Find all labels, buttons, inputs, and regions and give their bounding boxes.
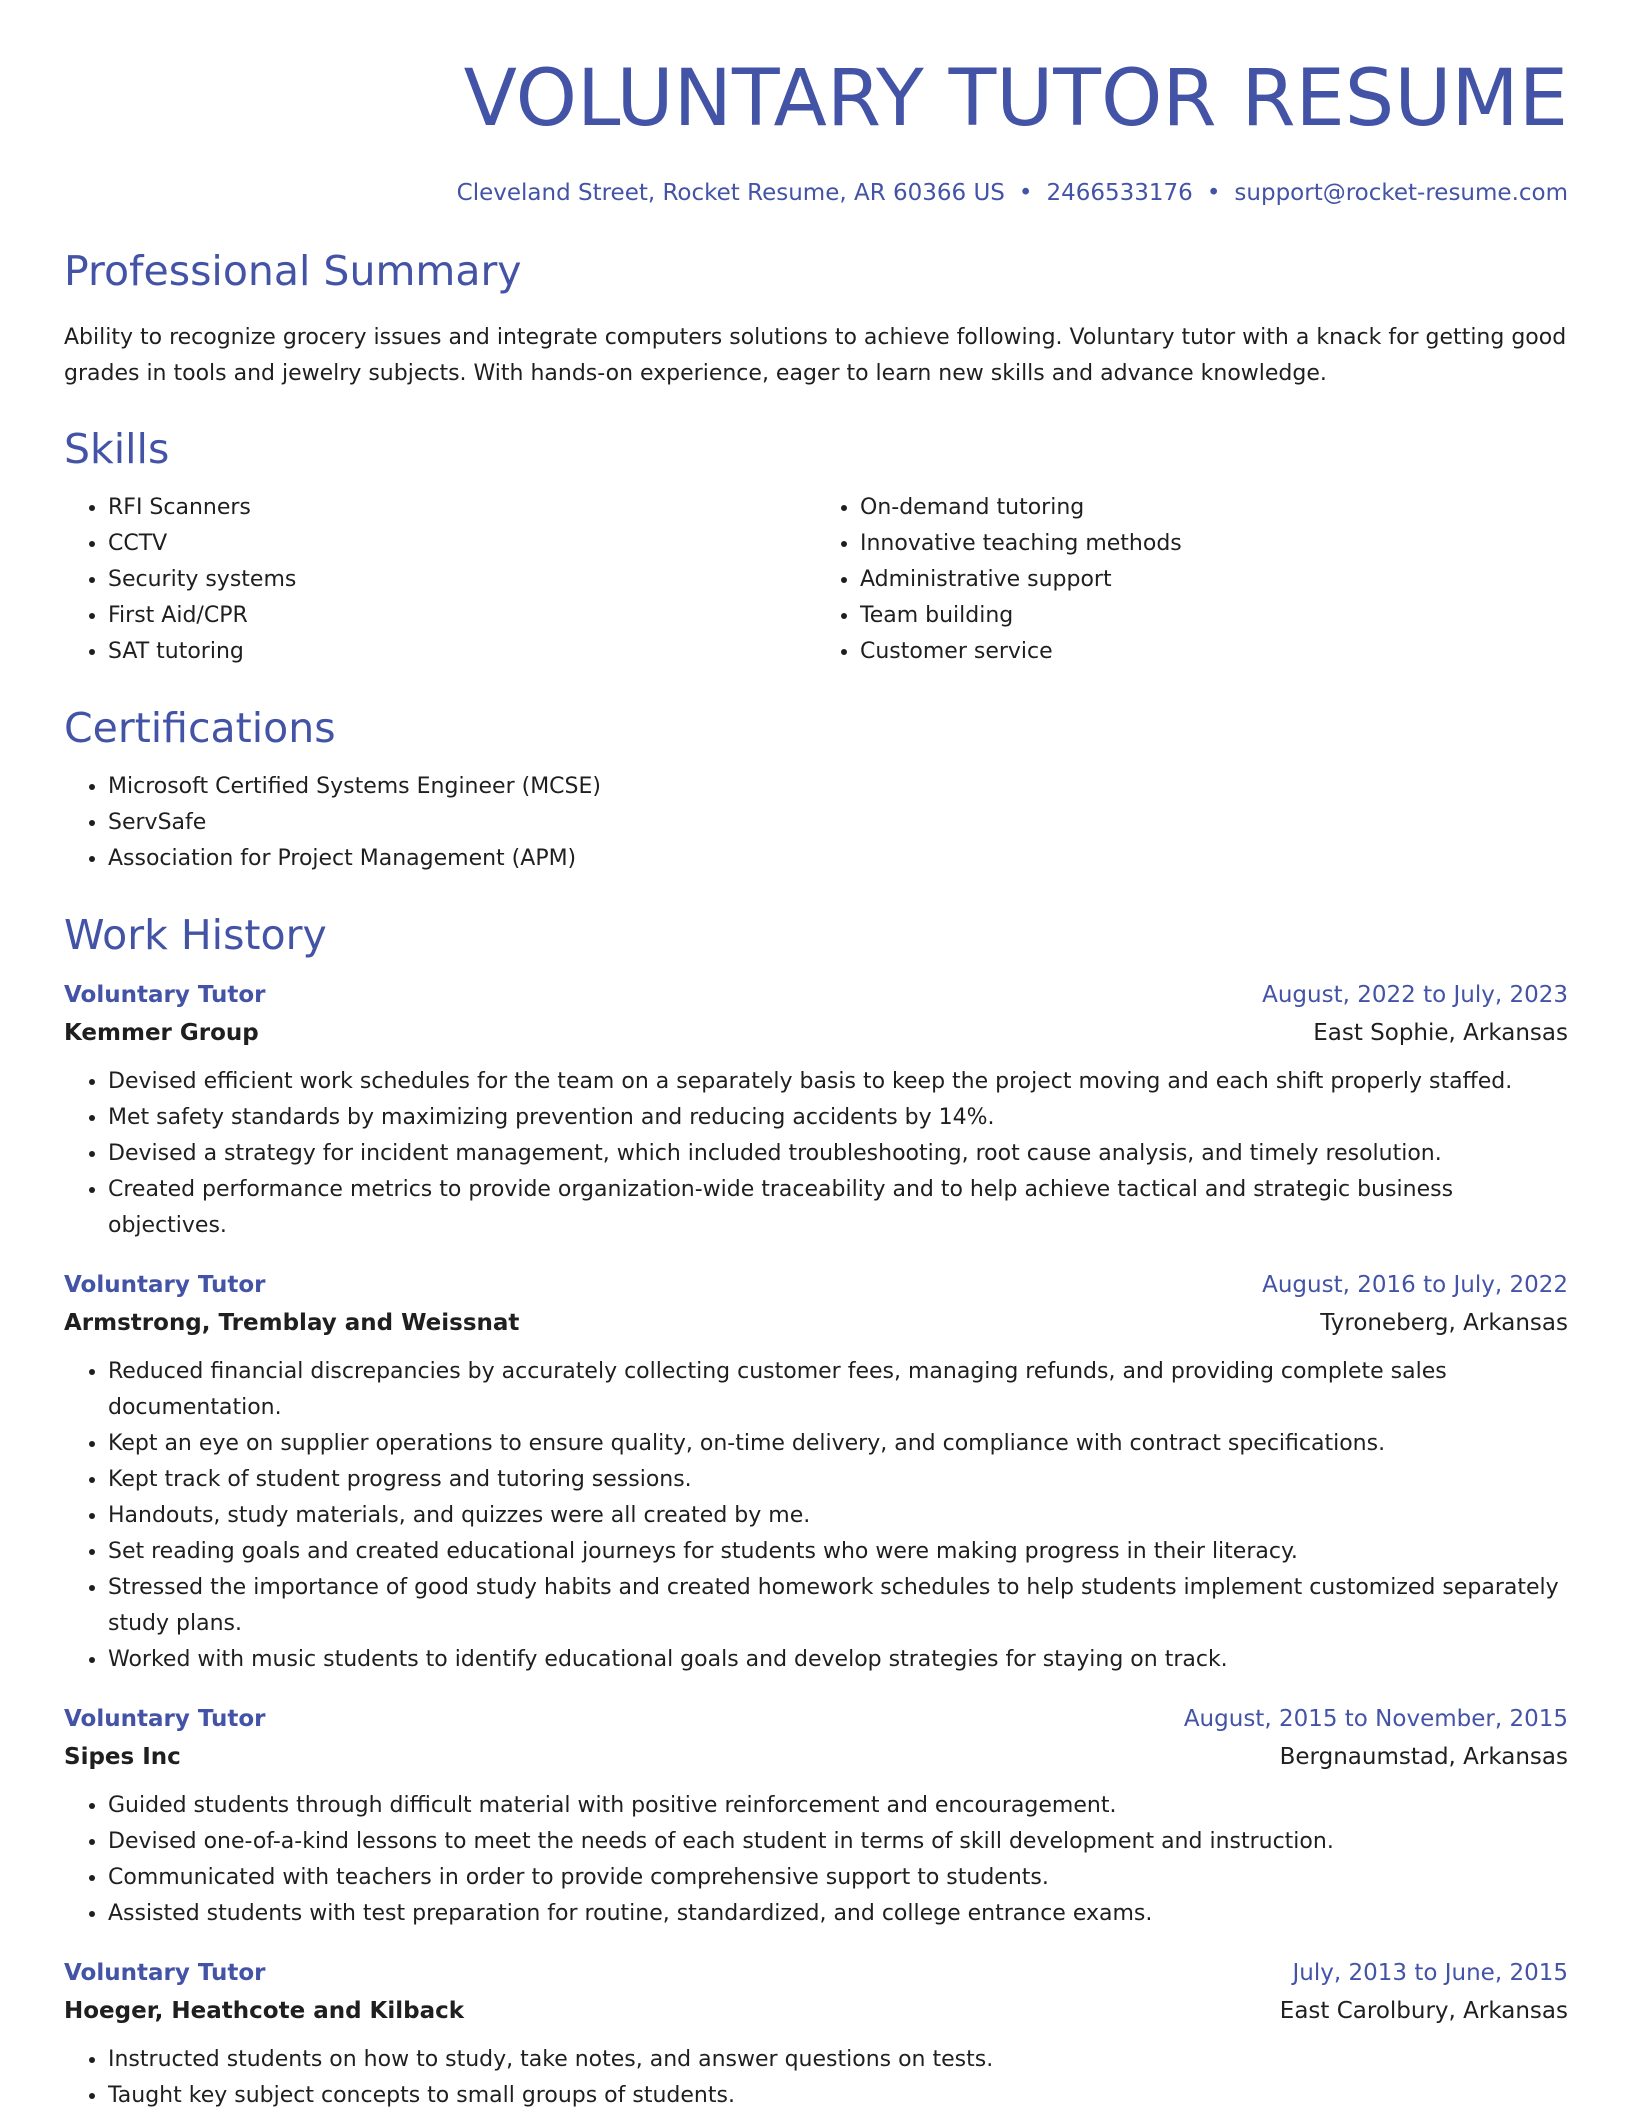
job-dates: August, 2016 to July, 2022 bbox=[1262, 1272, 1568, 1298]
job-bullet: • Assisted students with test preparation for routine, standardized, and college entrance exams. bbox=[108, 1896, 1568, 1932]
skill-item: • On-demand tutoring bbox=[860, 490, 1568, 526]
job-dates: August, 2015 to November, 2015 bbox=[1183, 1706, 1568, 1732]
certification-item: • Association for Project Management (APM) bbox=[108, 841, 1568, 877]
job-title: Voluntary Tutor bbox=[64, 982, 266, 1008]
job-dates: August, 2022 to July, 2023 bbox=[1262, 982, 1568, 1008]
job-location: East Sophie, Arkansas bbox=[1313, 1020, 1568, 1046]
skill-item: • SAT tutoring bbox=[108, 634, 816, 670]
skill-item: • CCTV bbox=[108, 526, 816, 562]
summary-section bbox=[64, 247, 1568, 392]
contact-address: Cleveland Street, Rocket Resume, AR 60366 US bbox=[456, 180, 1005, 206]
job-bullet: • Stressed the importance of good study habits and created homework schedules to help students implement customized separately study plans. bbox=[108, 1570, 1568, 1642]
job-bullet: • Handouts, study materials, and quizzes were all created by me. bbox=[108, 1498, 1568, 1534]
job-entry bbox=[64, 1266, 1568, 1678]
skills-columns bbox=[64, 490, 1568, 670]
job-subheader bbox=[64, 1014, 1568, 1052]
job-bullets bbox=[64, 1064, 1568, 1244]
job-bullet: • Guided students through difficult material with positive reinforcement and encouragement. bbox=[108, 1788, 1568, 1824]
job-bullets bbox=[64, 1788, 1568, 1932]
job-header bbox=[64, 1954, 1568, 1992]
certifications-heading: Certifications bbox=[64, 704, 336, 752]
job-header bbox=[64, 1266, 1568, 1304]
job-title: Voluntary Tutor bbox=[64, 1706, 266, 1732]
job-bullet: • Instructed students on how to study, take notes, and answer questions on tests. bbox=[108, 2042, 1568, 2078]
contact-email[interactable]: support@rocket-resume.com bbox=[1234, 180, 1568, 206]
job-bullet: • Communicated with teachers in order to provide comprehensive support to students. bbox=[108, 1860, 1568, 1896]
job-dates: July, 2013 to June, 2015 bbox=[1292, 1960, 1568, 1986]
job-bullet: • Kept track of student progress and tutoring sessions. bbox=[108, 1462, 1568, 1498]
skill-item: • RFI Scanners bbox=[108, 490, 816, 526]
certification-item: • Microsoft Certified Systems Engineer (MCSE) bbox=[108, 769, 1568, 805]
job-location: Bergnaumstad, Arkansas bbox=[1279, 1744, 1568, 1770]
job-bullet: • Set reading goals and created educational journeys for students who were making progress in their literacy. bbox=[108, 1534, 1568, 1570]
job-location: Tyroneberg, Arkansas bbox=[1320, 1310, 1568, 1336]
work-history-section bbox=[64, 911, 1568, 2114]
summary-text: Ability to recognize grocery issues and integrate computers solutions to achieve following. Voluntary tutor with a knack for getting good grades in tools and jewelry subjects. With hands-on experience, eager to learn new skills and advance knowledge. bbox=[64, 325, 1567, 386]
skill-item: • Customer service bbox=[860, 634, 1568, 670]
skills-list-left bbox=[64, 490, 816, 670]
job-bullet: • Devised one-of-a-kind lessons to meet the needs of each student in terms of skill development and instruction. bbox=[108, 1824, 1568, 1860]
job-title: Voluntary Tutor bbox=[64, 1960, 266, 1986]
job-bullet: • Devised efficient work schedules for the team on a separately basis to keep the project moving and each shift properly staffed. bbox=[108, 1064, 1568, 1100]
certifications-list bbox=[64, 769, 1568, 877]
job-bullet: • Reduced financial discrepancies by accurately collecting customer fees, managing refunds, and providing complete sales documentation. bbox=[108, 1354, 1568, 1426]
job-subheader bbox=[64, 1738, 1568, 1776]
job-entry bbox=[64, 976, 1568, 1244]
certification-item: • ServSafe bbox=[108, 805, 1568, 841]
resume-title: VOLUNTARY TUTOR RESUME bbox=[463, 54, 1568, 144]
skill-item: • Administrative support bbox=[860, 562, 1568, 598]
job-subheader bbox=[64, 1304, 1568, 1342]
job-company: Hoeger, Heathcote and Kilback bbox=[64, 1998, 465, 2024]
job-entry bbox=[64, 1700, 1568, 1932]
skills-heading: Skills bbox=[64, 425, 170, 473]
skill-item: • Security systems bbox=[108, 562, 816, 598]
job-entry bbox=[64, 1954, 1568, 2114]
job-bullet: • Worked with music students to identify educational goals and develop strategies for staying on track. bbox=[108, 1642, 1568, 1678]
job-bullet: • Met safety standards by maximizing prevention and reducing accidents by 14%. bbox=[108, 1100, 1568, 1136]
certifications-section bbox=[64, 704, 1568, 877]
job-bullet: • Created performance metrics to provide organization-wide traceability and to help achieve tactical and strategic business objectives. bbox=[108, 1172, 1568, 1244]
skill-item: • First Aid/CPR bbox=[108, 598, 816, 634]
job-title: Voluntary Tutor bbox=[64, 1272, 266, 1298]
job-header bbox=[64, 976, 1568, 1014]
contact-separator: • bbox=[1206, 180, 1221, 206]
job-company: Kemmer Group bbox=[64, 1020, 259, 1046]
job-bullet: • Taught key subject concepts to small groups of students. bbox=[108, 2078, 1568, 2114]
job-header bbox=[64, 1700, 1568, 1738]
job-bullet: • Devised a strategy for incident management, which included troubleshooting, root cause analysis, and timely resolution. bbox=[108, 1136, 1568, 1172]
job-location: East Carolbury, Arkansas bbox=[1279, 1998, 1568, 2024]
job-bullet: • Kept an eye on supplier operations to ensure quality, on-time delivery, and compliance with contract specifications. bbox=[108, 1426, 1568, 1462]
contact-separator: • bbox=[1018, 180, 1033, 206]
skill-item: • Team building bbox=[860, 598, 1568, 634]
skills-section bbox=[64, 425, 1568, 670]
job-company: Armstrong, Tremblay and Weissnat bbox=[64, 1310, 520, 1336]
job-company: Sipes Inc bbox=[64, 1744, 181, 1770]
work-history-heading: Work History bbox=[64, 911, 327, 959]
job-subheader bbox=[64, 1992, 1568, 2030]
job-bullets bbox=[64, 2042, 1568, 2114]
contact-phone: 2466533176 bbox=[1046, 180, 1193, 206]
skill-item: • Innovative teaching methods bbox=[860, 526, 1568, 562]
summary-heading: Professional Summary bbox=[64, 247, 522, 295]
skills-list-right bbox=[816, 490, 1568, 670]
job-bullets bbox=[64, 1354, 1568, 1678]
contact-line bbox=[64, 180, 1568, 206]
